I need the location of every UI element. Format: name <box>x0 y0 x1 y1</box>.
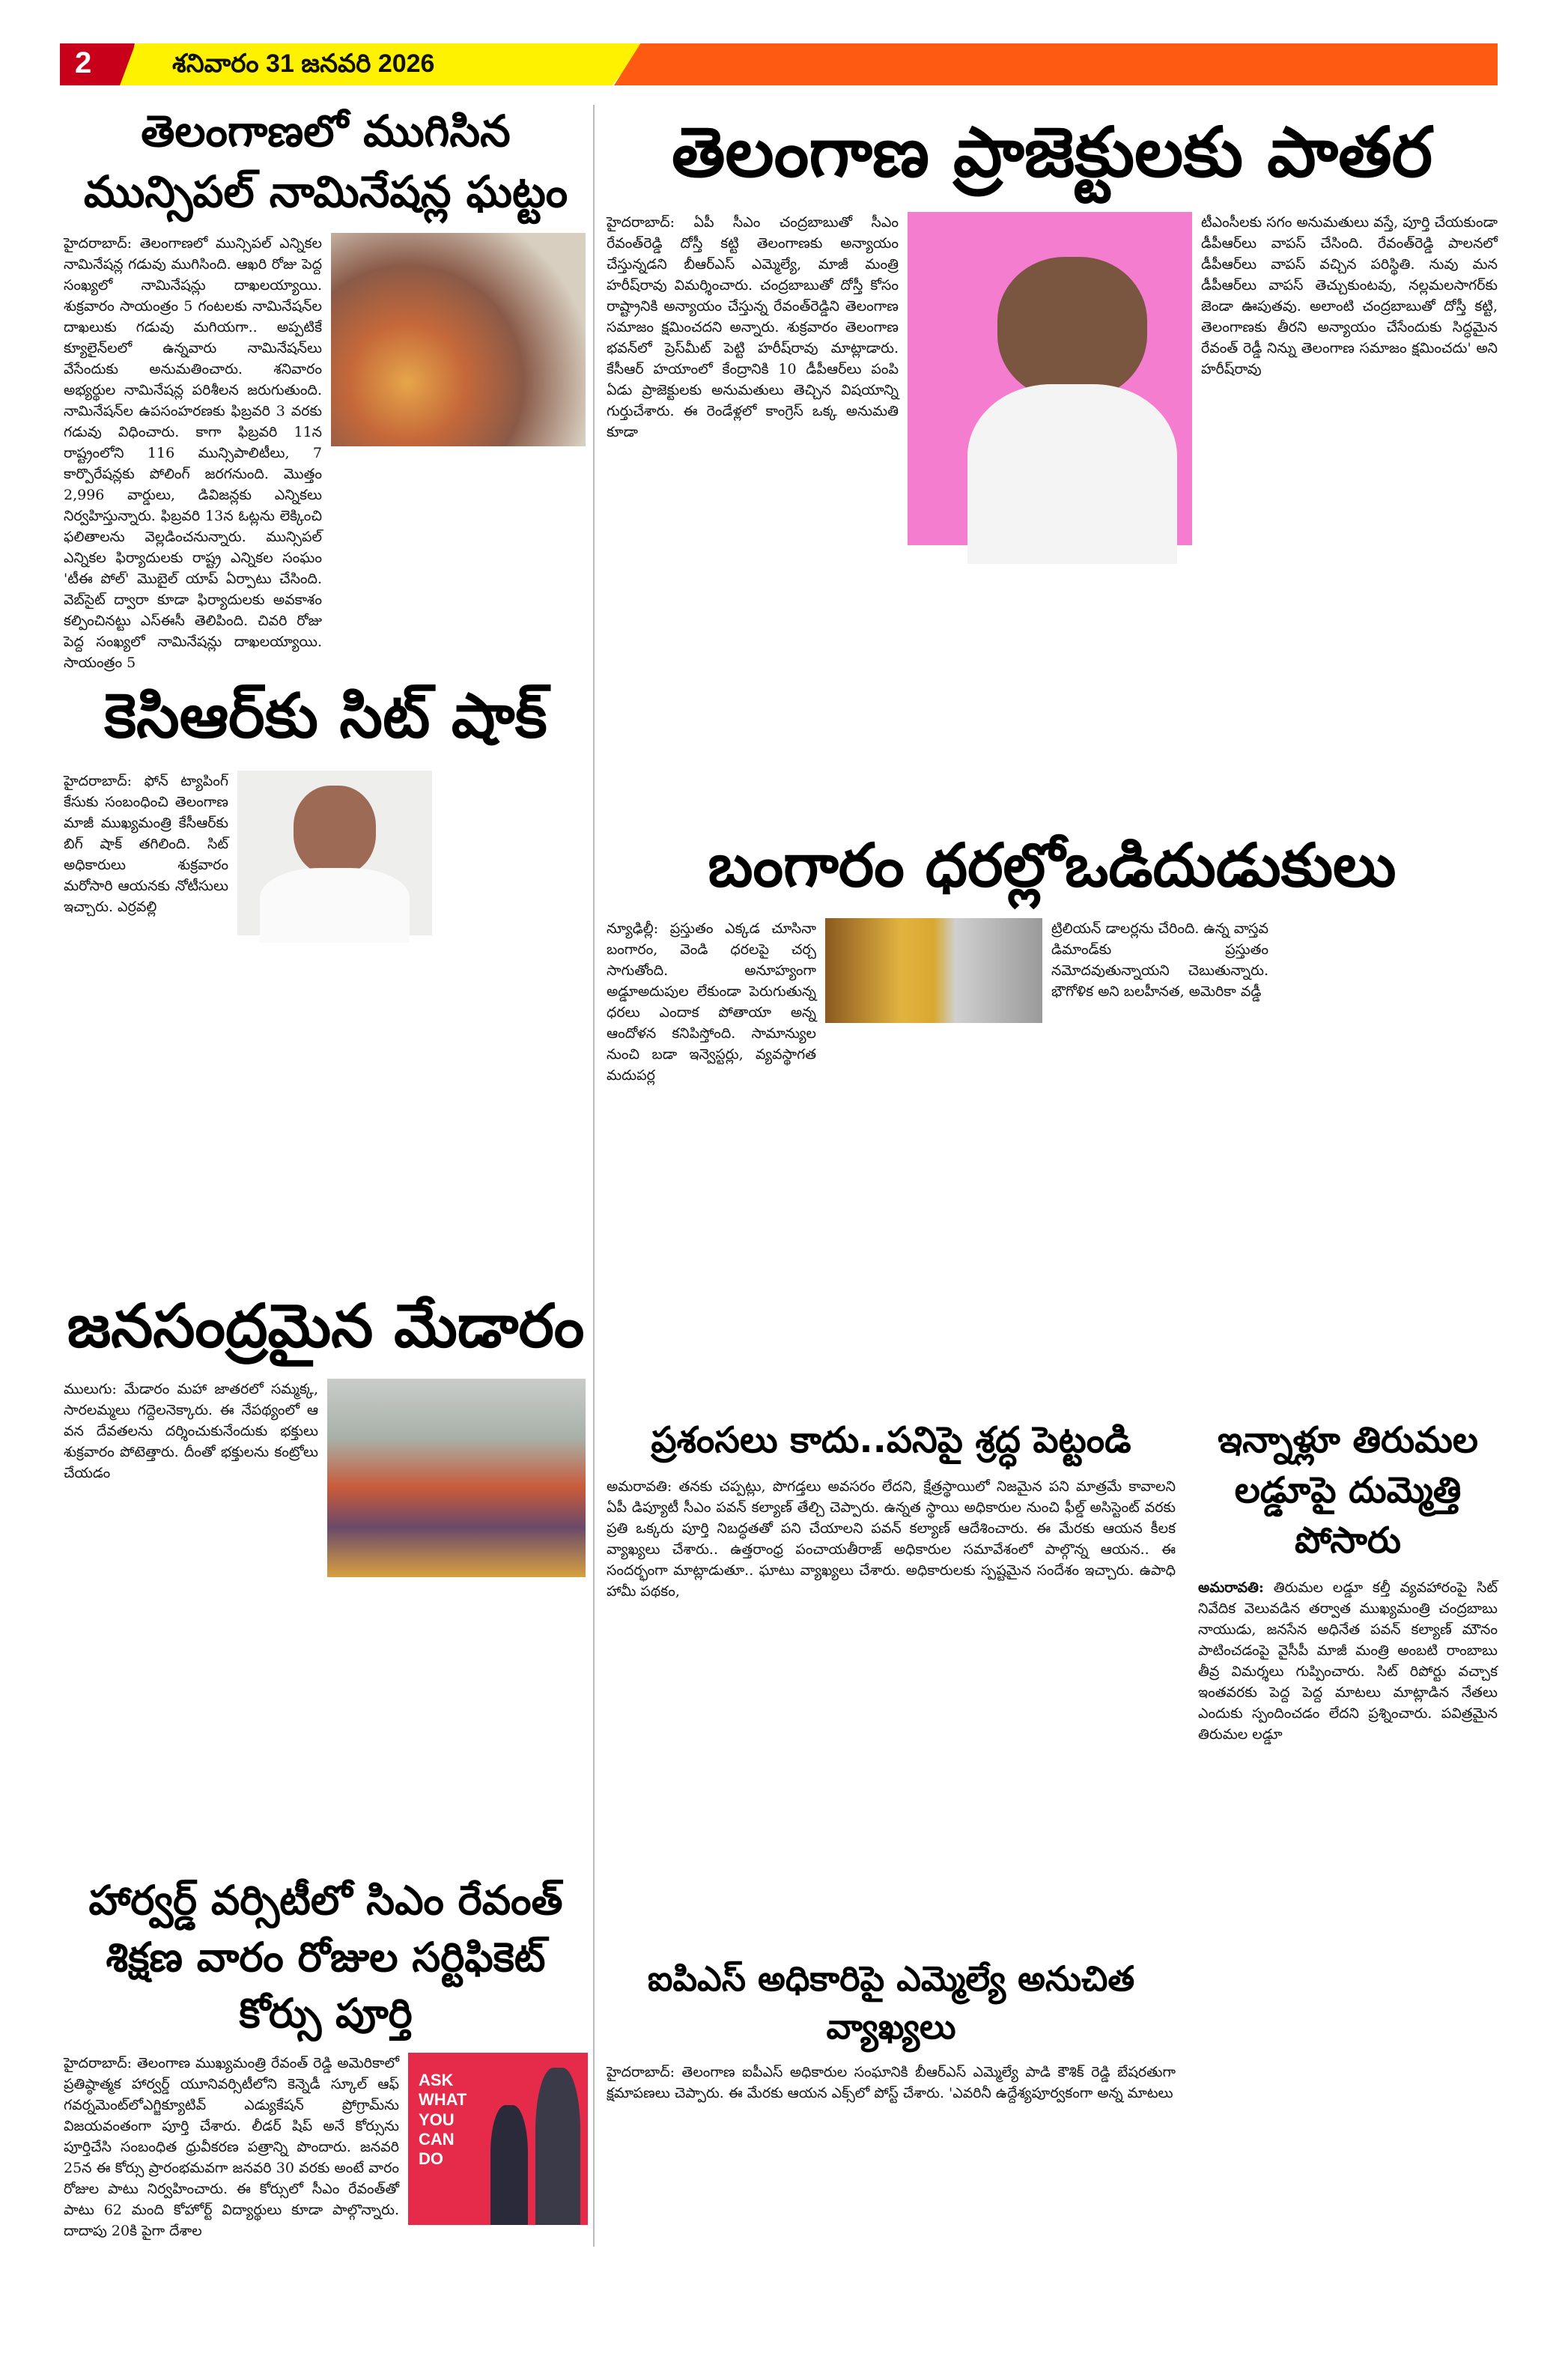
article-text: తిరుమల లడ్డూ కల్తీ వ్యవహారంపై సిట్ నివేదిక వెలువడిన తర్వాత ముఖ్యమంత్రి చంద్రబాబు నాయుడు, జనసేన అధినేత పవన్ కల్యాణ్ మౌనం పాటించడంపై వైసీపీ మాజీ మంత్రి అంబటి రాంబాబు తీవ్ర విమర్శలు గుప్పించారు. సిట్ రిపోర్టు వచ్చాక ఇంతవరకు పెద్ద పెద్ద మాటలు మాట్లాడిన నేతలు ఎందుకు స్పందించడం లేదని ప్రశ్నించారు. పవిత్రమైన తిరుమల లడ్డూ <box>1198 1579 1498 1743</box>
headline-medaram: జనసంద్రమైన మేడారం <box>67 1291 585 1361</box>
article-body-municipal: హైదరాబాద్: తెలంగాణలో మున్సిపల్ ఎన్నికల నామినేషన్ల గడువు ముగిసింది. ఆఖరి రోజు పెద్ద సంఖ్యలో నామినేషన్లు దాఖలయ్యాయి. శుక్రవారం సాయంత్రం 5 గంటలకు నామినేషన్‌ల దాఖలుకు గడువు మగియగా.. అప్పటికే క్యూలైన్‌లలో ఉన్నవారు నామినేషన్‌లు వేసేందుకు అనుమతించారు. శనివారం అభ్యర్థుల నామినేషన్ల పరిశీలన జరుగుతుంది. నామినేషన్‌ల ఉపసంహరణకు ఫిబ్రవరి 3 వరకు గడువు విధించారు. కాగా ఫిబ్రవరి 11న రాష్ట్రంలోని 116 మున్సిపాలిటీలు, 7 కార్పొరేషన్లకు పోలింగ్ జరగనుంది. మొత్తం 2,996 వార్డులు, డివిజన్లకు ఎన్నికలు నిర్వహిస్తున్నారు. ఫిబ్రవరి 13న ఓట్లను లెక్కించి ఫలితాలను వెల్లడించనున్నారు. మున్సిపల్ ఎన్నికల ఫిర్యాదులకు రాష్ట్ర ఎన్నికల సంఘం 'టీఈ పోల్' మొబైల్ యాప్ ఏర్పాటు చేసింది. వెబ్‌సైట్ ద్వారా కూడా ఫిర్యాదులకు అవకాశం కల్పించినట్టు ఎస్ఈసీ తెలిపింది. చివరి రోజు పెద్ద సంఖ్యలో నామినేషన్లు దాఖలయ్యాయి. సాయంత్రం 5 <box>64 235 322 672</box>
article-projects <box>607 105 1498 779</box>
article-municipal <box>64 101 588 672</box>
headline-harvard: హార్వర్డ్ వర్సిటీలో సిఎం రేవంత్ శిక్షణ వారం రోజుల సర్టిఫికెట్ కోర్సు పూర్తి <box>88 1877 563 2038</box>
dateline: అమరావతి: <box>1198 1579 1264 1596</box>
headline-kcr: కెసిఆర్‌కు సిట్ షాక్ <box>104 681 547 752</box>
article-ips <box>607 1955 1176 2247</box>
municipal-crowd-photo <box>331 233 586 446</box>
article-gold <box>607 824 1498 1397</box>
gold-silver-photo <box>825 918 1042 1023</box>
article-body-harvard: హైదరాబాద్: తెలంగాణ ముఖ్యమంత్రి రేవంత్ రెడ్డి అమెరికాలో ప్రతిష్ఠాత్మక హార్వర్డ్ యూనివర్సిటీలోని కెన్నెడీ స్కూల్ ఆఫ్ గవర్నమెంట్‌లోఎగ్జిక్యూటివ్ ఎడ్యుకేషన్ ప్రోగ్రామ్‌ను విజయవంతంగా పూర్తి చేశారు. లీడర్ షిప్ అనే కోర్సును పూర్తిచేసి సంబంధిత ధ్రువీకరణ పత్రాన్ని పొందారు. జనవరి 25న ఈ కోర్సు ప్రారంభమవగా జనవరి 30 వరకు అంటే వారం రోజుల పాటు నిర్వహించారు. ఈ కోర్సులో సీఎం రేవంత్‌తో పాటు 62 మంది కోహోర్ట్ విద్యార్థులు కూడా పాల్గొన్నారు. దాదాపు 20కి పైగా దేశాల <box>64 2054 399 2239</box>
issue-date: శనివారం 31 జనవరి 2026 <box>172 49 435 78</box>
article-body-gold: న్యూఢిల్లీ: ప్రస్తుతం ఎక్కడ చూసినా బంగారం, వెండి ధరలపై చర్చ సాగుతోంది. అనూహ్యంగా అడ్డూఅదుపుల లేకుండా పెరుగుతున్న ధరలు ఎందాక పోతాయా అన్న ఆందోళన కనిపిస్తోంది. సామాన్యుల నుంచి బడా ఇన్వెస్టర్లు, వ్యవస్థాగత మదుపర్ల <box>607 920 816 1084</box>
page-number: 2 <box>75 46 92 79</box>
kcr-photo <box>237 771 432 935</box>
article-harvard <box>64 1872 588 2247</box>
headline-gold: బంగారం ధరల్లోఒడిదుడుకులు <box>708 831 1397 900</box>
headline-projects: తెలంగాణ ప్రాజెక్టులకు పాతర <box>671 112 1433 192</box>
article-body-kcr: హైదరాబాద్: ఫోన్ ట్యాపింగ్ కేసుకు సంబంధించి తెలంగాణ మాజీ ముఖ్యమంత్రి కేసీఆర్‌కు బిగ్ షాక్ తగిలింది. సిట్ అధికారులు శుక్రవారం మరోసారి ఆయనకు నోటీసులు ఇచ్చారు. ఎర్రవల్లి <box>64 772 228 915</box>
photo-banner-text: ASK WHAT YOU CAN DO <box>419 2070 467 2169</box>
article-body-pawan: అమరావతి: తనకు చప్పట్లు, పొగడ్తలు అవసరం లేదని, క్షేత్రస్థాయిలో నిజమైన పని మాత్రమే కావాలని ఏపీ డిప్యూటీ సీఎం పవన్ కల్యాణ్ తేల్చి చెప్పారు. ఉన్నత స్థాయి అధికారుల నుంచి ఫీల్డ్ అసిస్టెంట్ వరకు ప్రతి ఒక్కరు పూర్తి నిబద్ధతతో పని చేయాలని పవన్ కల్యాణ్ ఆదేశించారు. ఈ మేరకు ఆయన కీలక వ్యాఖ్యలు చేశారు.. ఉత్తరాంధ్ర పంచాయతీరాజ్ అధికారుల సమావేశంలో పాల్గొన్న ఆయన.. ఈ సందర్భంగా మాట్లాడుతూ.. ఘాటు వ్యాఖ్యలు చేశారు. అధికారులకు స్పష్టమైన సందేశం ఇచ్చారు. ఉపాధి హామీ పథకం, <box>607 1478 1176 1600</box>
article-kcr <box>64 674 588 1273</box>
harish-rao-photo <box>908 212 1192 545</box>
header-orange-band <box>614 43 1498 85</box>
article-tirumala <box>1198 1415 1498 2243</box>
headline-tirumala: ఇన్నాళ్లూ తిరుమల లడ్డూపై దుమ్మెత్తి పోసారు <box>1218 1419 1478 1562</box>
headline-ips: ఐపిఎస్ అధికారిపై ఎమ్మెల్యే అనుచిత వ్యాఖ్యలు <box>647 1958 1135 2047</box>
article-body-medaram: ములుగు: మేడారం మహా జాతరలో సమ్మక్క, సారలమ్మలు గద్దెలనెక్కారు. ఈ నేపథ్యంలో ఆ వన దేవతలను దర్శించుకునేందుకు భక్తులు శుక్రవారం పోటెత్తారు. దీంతో భక్తులను కంట్రోలు చేయడం <box>64 1381 318 1481</box>
harvard-photo <box>408 2053 588 2225</box>
article-body-tirumala <box>1198 1577 1498 2243</box>
article-body-gold-2: ట్రిలియన్ డాలర్లను చేరింది. ఉన్న వాస్తవ డిమాండ్‌కు ప్రస్తుతం నమోదవుతున్నాయని చెబుతున్నారు. భౌగోళిక అని బలహీనత, అమెరికా వడ్డీ <box>1051 920 1268 1000</box>
article-medaram <box>64 1284 588 1865</box>
column-divider <box>593 105 595 2247</box>
article-body-projects: హైదరాబాద్: ఏపీ సీఎం చంద్రబాబుతో సీఎం రేవంత్‌రెడ్డి దోస్తీ కట్టి తెలంగాణకు అన్యాయం చేస్తున్నడని బీఆర్ఎస్ ఎమ్మెల్యే, మాజీ మంత్రి హరీష్‌రావు విమర్శించారు. చంద్రబాబుతో దోస్తీ కోసం రాష్ట్రానికి అన్యాయం చేస్తున్న రేవంత్‌రెడ్డిని తెలంగాణ సమాజం క్షమించదని అన్నారు. శుక్రవారం తెలంగాణ భవన్‌లో ప్రెస్‌మీట్ పెట్టి హరీష్‌రావు మాట్లాడారు. కేసీఆర్ హయాంలో కేంద్రానికి 10 డీపీఆర్‌లు పంపి ఏడు ప్రాజెక్టులకు అనుమతులు తెచ్చిన విషయాన్ని గుర్తుచేశారు. ఈ రెండేళ్లలో కాంగ్రెస్ ఒక్క అనుమతి కూడా <box>607 213 899 440</box>
headline-pawan: ప్రశంసలు కాదు..పనిపై శ్రద్ధ పెట్టండి <box>651 1419 1131 1461</box>
article-pawan <box>607 1415 1176 1943</box>
medaram-crowd-photo <box>327 1379 586 1577</box>
article-body-projects-right: టీఎంసీలకు సగం అనుమతులు వస్తే, పూర్తి చేయకుండా డీపీఆర్‌లు వాపస్ చేసింది. రేవంత్‌రెడ్డి పాలనలో డీపీఆర్‌లు వాపస్ వచ్చిన పరిస్థితి. నువు మన డీపీఆర్‌లు వాపస్ తెచ్చుకుంటవు, నల్లమలసాగర్‌కు జెండా ఊపుతవు. అలాంటి చంద్రబాబుతో దోస్తీ కట్టి, తెలంగాణకు తీరని అన్యాయం చేసేందుకు సిద్ధమైన రేవంత్ రెడ్డీ నిన్ను తెలంగాణ సమాజం క్షమించదు' అని హరీష్‌రావు <box>1201 213 1498 377</box>
headline-municipal: తెలంగాణలో ముగిసిన మున్సిపల్ నామినేషన్ల ఘట్టం <box>83 106 568 218</box>
article-body-ips: హైదరాబాద్: తెలంగాణ ఐపీఎస్ అధికారుల సంఘానికి బీఆర్ఎస్ ఎమ్మెల్యే పాడి కౌశిక్ రెడ్డి బేషరతుగా క్షమాపణలు చెప్పారు. ఈ మేరకు ఆయన ఎక్స్‌లో పోస్ట్ చేశారు. 'ఎవరినీ ఉద్దేశ్యపూర్వకంగా అన్న మాటలు <box>607 2063 1176 2101</box>
